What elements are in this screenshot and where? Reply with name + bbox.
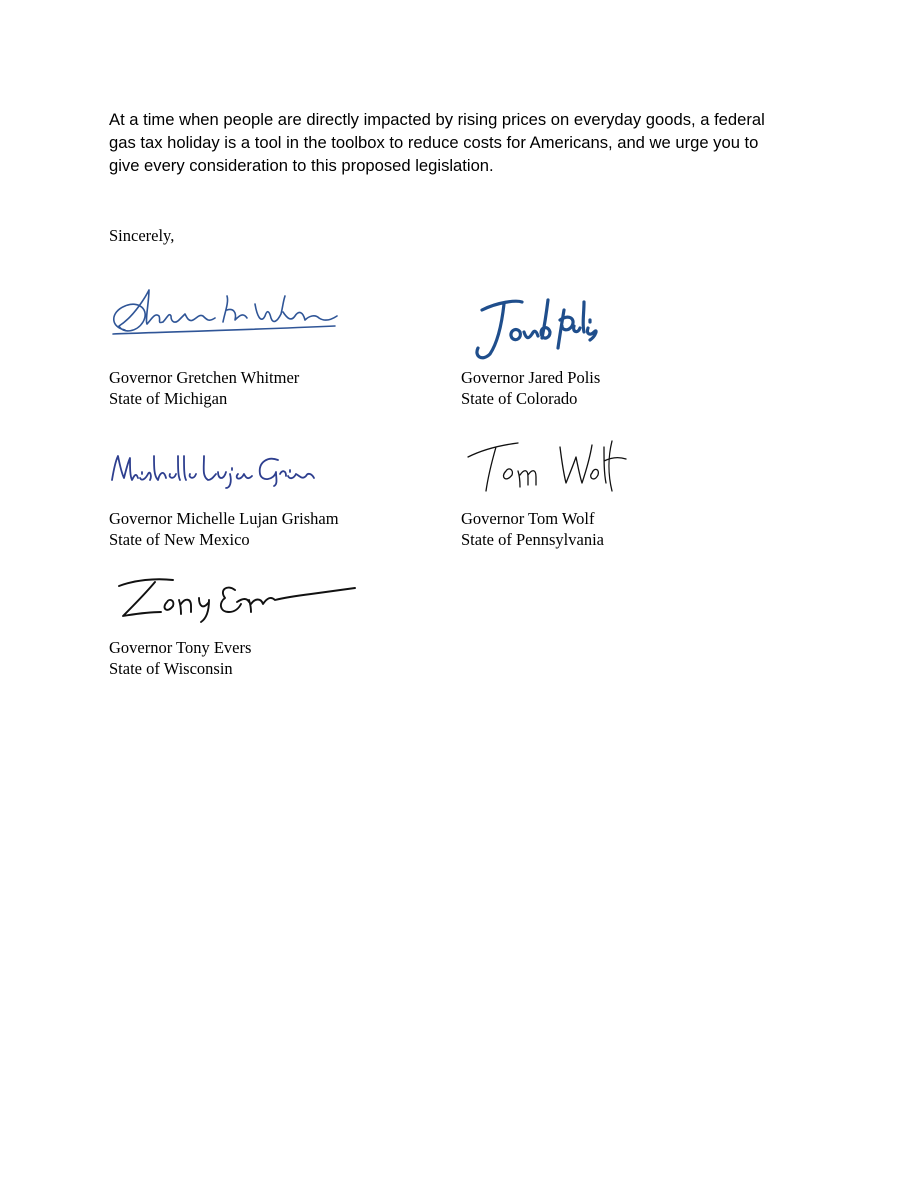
signatory-state: State of Pennsylvania bbox=[461, 530, 604, 549]
signatory-state: State of New Mexico bbox=[109, 530, 250, 549]
signatory-name: Governor Tony Evers bbox=[109, 638, 252, 657]
signatory-name: Governor Jared Polis bbox=[461, 368, 601, 387]
signatory-evers bbox=[109, 637, 251, 679]
signature-evers-image bbox=[115, 568, 360, 624]
body-line: gas tax holiday is a tool in the toolbox to reduce costs for Americans, and we urge you to bbox=[109, 133, 759, 152]
body-line: At a time when people are directly impacted by rising prices on everyday goods, a federal bbox=[109, 110, 765, 129]
signatory-lujan-grisham bbox=[109, 508, 339, 550]
signatory-name: Governor Gretchen Whitmer bbox=[109, 368, 300, 387]
body-line: give every consideration to this proposed legislation. bbox=[109, 156, 494, 175]
signatory-wolf bbox=[461, 508, 604, 550]
signatory-name: Governor Tom Wolf bbox=[461, 509, 595, 528]
signatory-polis bbox=[461, 367, 600, 409]
signature-wolf-image bbox=[462, 435, 632, 497]
letter-closing: Sincerely, bbox=[109, 226, 175, 245]
signature-whitmer-image bbox=[105, 282, 345, 342]
signatory-state: State of Colorado bbox=[461, 389, 578, 408]
signatory-state: State of Michigan bbox=[109, 389, 228, 408]
signatory-name: Governor Michelle Lujan Grisham bbox=[109, 509, 339, 528]
signatory-state: State of Wisconsin bbox=[109, 659, 233, 678]
signature-lujan-grisham-image bbox=[108, 448, 318, 490]
letter-body-paragraph bbox=[109, 108, 829, 177]
signatory-whitmer bbox=[109, 367, 299, 409]
signature-polis-image bbox=[468, 292, 608, 364]
